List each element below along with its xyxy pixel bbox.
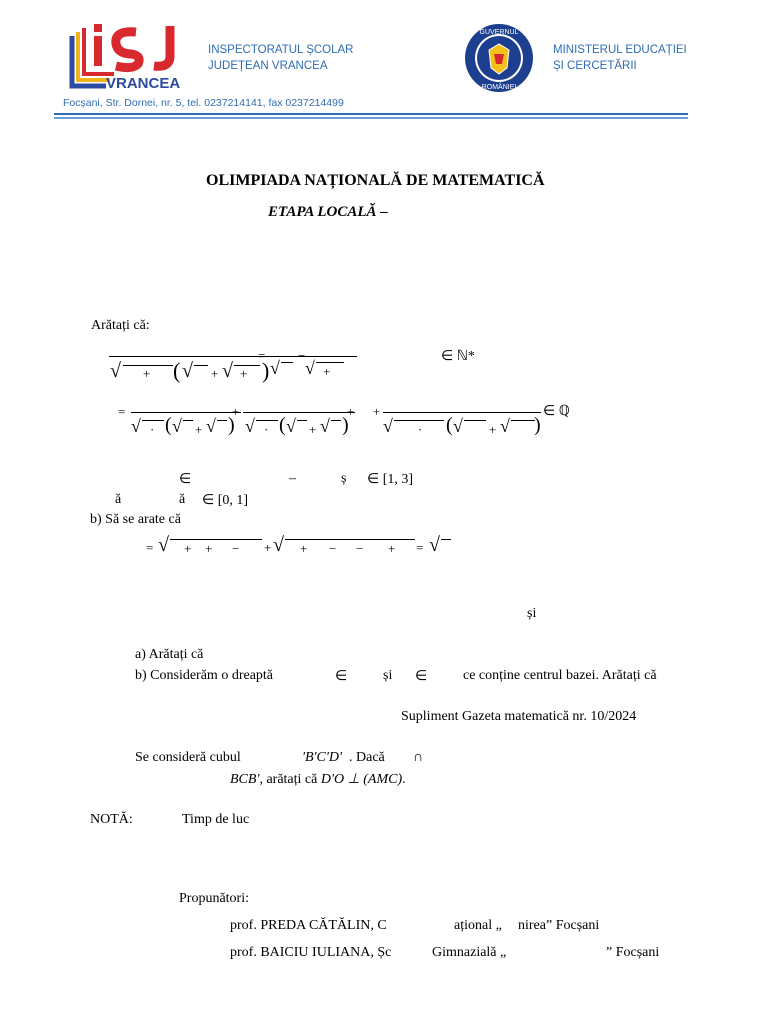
minus-sign: − bbox=[329, 541, 337, 556]
author-1-school: ațional „ bbox=[454, 918, 502, 933]
author-2-name: prof. BAICIU IULIANA, Șc bbox=[230, 945, 392, 960]
problem3-daca: . Dacă bbox=[349, 750, 385, 765]
problem3-relation: D'O ⊥ (AMC) bbox=[320, 772, 403, 787]
plus-sign: + bbox=[309, 422, 317, 437]
plus-sign: + bbox=[211, 366, 219, 381]
inspectorate-line2: JUDEȚEAN VRANCEA bbox=[208, 60, 328, 72]
radical-bar bbox=[331, 420, 341, 421]
header-rule-top bbox=[54, 113, 688, 115]
radical-bar bbox=[142, 420, 164, 421]
plus-sign: + bbox=[347, 404, 355, 419]
radical-bar bbox=[441, 539, 451, 540]
address-line: Focșani, Str. Dornei, nr. 5, tel. 0237214141, fax 0237214499 bbox=[63, 97, 344, 109]
radical-bar bbox=[464, 420, 486, 421]
plus-sign: + bbox=[300, 541, 308, 556]
radical-sign: √ bbox=[270, 358, 280, 378]
problem3-line2-end: . bbox=[402, 772, 406, 787]
radical-sign: √ bbox=[172, 416, 182, 436]
inspectorate-line1: INSPECTORATUL ȘCOLAR bbox=[208, 44, 354, 56]
paren-close: ) bbox=[262, 358, 270, 383]
radical-sign: √ bbox=[429, 534, 440, 556]
plus-sign: + bbox=[184, 541, 192, 556]
problem2-si-2: și bbox=[383, 668, 393, 683]
paren-open: ( bbox=[279, 414, 286, 436]
government-seal-icon bbox=[463, 22, 535, 94]
radical-bar bbox=[394, 420, 444, 421]
problem3-cap: ∩ bbox=[413, 750, 424, 765]
radical-bar bbox=[183, 420, 193, 421]
ministry-name bbox=[553, 42, 687, 74]
problem2-part-b-end: ce conține centrul bazei. Arătați că bbox=[463, 668, 657, 683]
plus-sign: + bbox=[205, 541, 213, 556]
condition-s: ș bbox=[341, 471, 347, 486]
ministry-line2: ȘI CERCETĂRII bbox=[553, 60, 637, 72]
radical-sign: √ bbox=[320, 416, 330, 436]
problem2-part-a: a) Arătați că bbox=[135, 647, 204, 662]
problem2-in-2: ∈ bbox=[415, 669, 428, 684]
equals-sign: = bbox=[118, 404, 126, 419]
radical-sign: √ bbox=[182, 360, 193, 382]
equals-sign: = bbox=[416, 540, 424, 555]
fraction-bar bbox=[271, 356, 293, 357]
problem3-line2 bbox=[230, 771, 406, 788]
problem1-equation-2 bbox=[115, 402, 575, 448]
svg-text:ROMÂNIEI: ROMÂNIEI bbox=[481, 84, 517, 91]
ministry-line1: MINISTERUL EDUCAȚIEI bbox=[553, 44, 687, 56]
condition-a2: ă bbox=[179, 492, 186, 507]
equals-sign: = bbox=[146, 540, 154, 555]
problem3-line2-text: , arătați că bbox=[259, 772, 321, 787]
plus-sign: + bbox=[264, 540, 272, 555]
plus-sign: + bbox=[489, 422, 497, 437]
condition-interval-2: ∈ [0, 1] bbox=[202, 493, 249, 508]
authors-label: Propunători: bbox=[179, 891, 249, 906]
radical-sign: √ bbox=[206, 416, 216, 436]
plus-sign: + bbox=[232, 404, 240, 419]
plus-sign: + bbox=[323, 364, 331, 379]
radical-bar bbox=[170, 539, 262, 540]
radical-sign: √ bbox=[273, 534, 284, 556]
problem3-start: Se consideră cubul bbox=[135, 750, 241, 765]
problem2-in-1: ∈ bbox=[335, 669, 348, 684]
set-membership: ∈ ℕ* bbox=[441, 349, 475, 364]
equals-sign: = bbox=[258, 348, 266, 363]
minus-sign: − bbox=[232, 541, 240, 556]
problem3-cube: 'B'C'D' bbox=[302, 750, 342, 765]
radical-bar bbox=[297, 420, 307, 421]
radical-sign: √ bbox=[131, 416, 141, 436]
page-subtitle: ETAPA LOCALĂ – bbox=[268, 204, 388, 220]
note-label: NOTĂ: bbox=[90, 812, 133, 827]
paren-close: ) bbox=[534, 414, 541, 436]
plus-sign: + bbox=[240, 366, 248, 381]
fraction-bar bbox=[383, 412, 541, 413]
paren-close: ) bbox=[342, 414, 349, 436]
problem1-part-b: b) Să se arate că bbox=[90, 512, 181, 527]
radical-sign: √ bbox=[158, 534, 169, 556]
plus-sign: + bbox=[195, 422, 203, 437]
minus-sign: − bbox=[356, 541, 364, 556]
dot-sign: · bbox=[264, 422, 269, 437]
condition-a1: ă bbox=[115, 492, 122, 507]
author-2-school: Gimnazială „ bbox=[432, 945, 507, 960]
author-2-school-end: ” Focșani bbox=[606, 945, 660, 960]
problem2-source: Supliment Gazeta matematică nr. 10/2024 bbox=[401, 709, 637, 724]
dot-sign: · bbox=[150, 422, 155, 437]
radical-bar bbox=[256, 420, 278, 421]
condition-in: ∈ bbox=[179, 472, 192, 487]
fraction-bar bbox=[243, 412, 355, 413]
problem2-si: și bbox=[527, 606, 537, 621]
plus-sign: + bbox=[388, 541, 396, 556]
radical-sign: √ bbox=[245, 416, 255, 436]
paren-open: ( bbox=[446, 414, 453, 436]
problem1-equation-b bbox=[145, 534, 455, 562]
paren-close: ) bbox=[228, 414, 235, 436]
dot-sign: · bbox=[418, 422, 423, 437]
radical-bar bbox=[281, 362, 293, 363]
author-1-name: prof. PREDA CĂTĂLIN, C bbox=[230, 918, 387, 933]
plus-sign: + bbox=[143, 366, 151, 381]
logo-vrancea-text: VRANCEA bbox=[106, 75, 181, 92]
paren-open: ( bbox=[165, 414, 172, 436]
set-membership: ∈ ℚ bbox=[543, 404, 570, 419]
radical-bar bbox=[194, 365, 208, 366]
minus-sign: − bbox=[298, 348, 306, 363]
radical-bar bbox=[217, 420, 227, 421]
isj-logo bbox=[66, 22, 194, 94]
radical-sign: √ bbox=[286, 416, 296, 436]
radical-sign: √ bbox=[110, 360, 121, 382]
radical-sign: √ bbox=[500, 416, 510, 436]
problem3-plane: BCB' bbox=[230, 772, 260, 787]
inspectorate-name bbox=[208, 42, 354, 74]
author-1-school-end: nirea” Focșani bbox=[518, 918, 600, 933]
radical-sign: √ bbox=[453, 416, 463, 436]
radical-sign: √ bbox=[222, 360, 233, 382]
radical-bar bbox=[316, 362, 344, 363]
fraction-bar bbox=[131, 412, 241, 413]
problem1-equation-1 bbox=[105, 344, 545, 389]
problem1-intro: Arătați că: bbox=[91, 318, 150, 333]
svg-text:GUVERNUL: GUVERNUL bbox=[479, 29, 519, 36]
paren-open: ( bbox=[173, 358, 181, 383]
plus-sign: + bbox=[373, 404, 381, 419]
page-title: OLIMPIADA NAȚIONALĂ DE MATEMATICĂ bbox=[206, 172, 545, 189]
radical-bar bbox=[511, 420, 535, 421]
radical-sign: √ bbox=[305, 358, 315, 378]
problem2-part-b-start: b) Considerăm o dreaptă bbox=[135, 668, 274, 683]
condition-interval-1: ∈ [1, 3] bbox=[367, 472, 414, 487]
radical-sign: √ bbox=[383, 416, 393, 436]
condition-dash: – bbox=[289, 471, 296, 486]
header-rule-bottom bbox=[54, 117, 688, 119]
fraction-bar bbox=[305, 356, 345, 357]
radical-bar bbox=[285, 539, 415, 540]
note-text: Timp de luc bbox=[182, 812, 250, 827]
